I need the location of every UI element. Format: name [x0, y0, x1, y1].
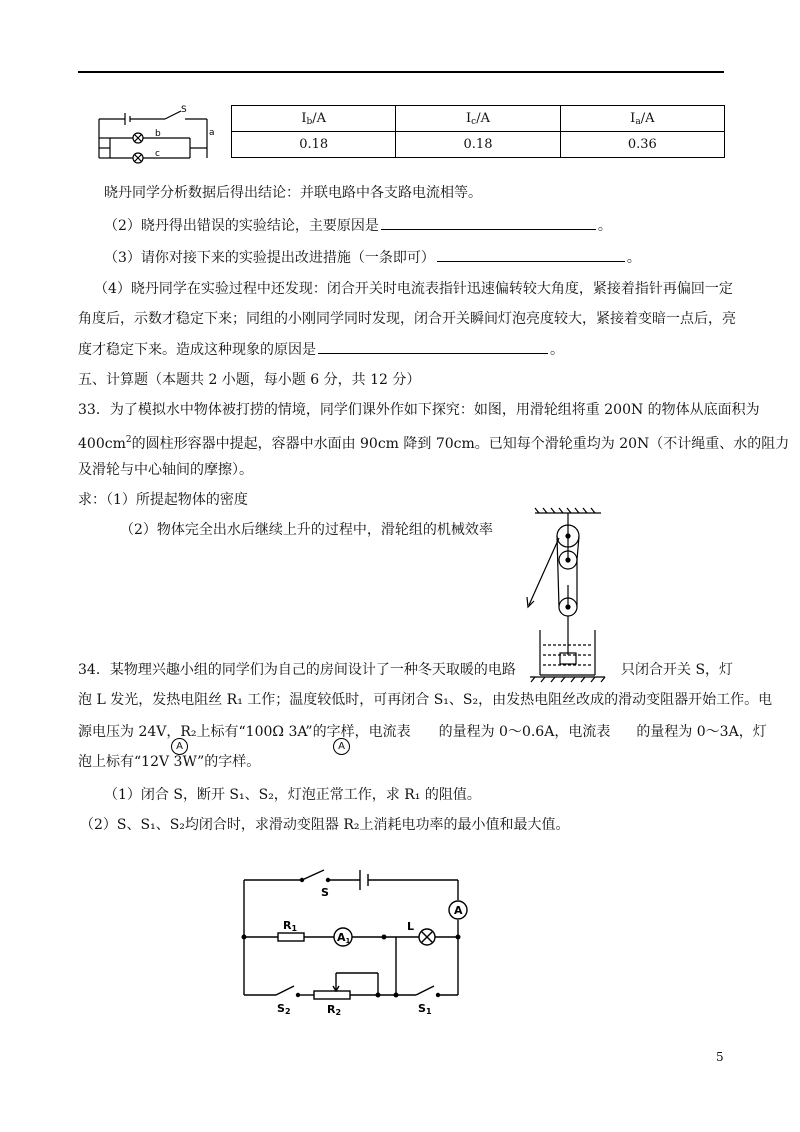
q32-part4-line1: （4）晓丹同学在实验过程中还发现：闭合开关时电流表指针迅速偏转较大角度，紧接着指针再偏回一定	[94, 281, 733, 297]
table-cell: 0.36	[560, 132, 724, 158]
answer-blank[interactable]	[437, 247, 625, 262]
lamp-l-label: L	[407, 920, 415, 933]
table-header-cell: $I_b/A$	[232, 106, 396, 132]
table-header-cell: $I_a/A$	[560, 106, 724, 132]
current-data-table	[231, 105, 725, 158]
switch-s1-label: S1	[418, 1002, 432, 1016]
ammeter-a-icon: A	[333, 738, 350, 755]
point-b-label: b	[155, 129, 161, 139]
q34-line1-b: 只闭合开关 S，灯	[621, 662, 734, 678]
q34-ask1: （1）闭合 S，断开 S₁、S₂，灯泡正常工作，求 R₁ 的阻值。	[104, 787, 481, 803]
table-cell: 0.18	[396, 132, 560, 158]
header-rule	[78, 71, 724, 73]
q33-line3: 及滑轮与中心轴间的摩擦）。	[78, 462, 253, 478]
section-heading: 五、计算题（本题共 2 小题，每小题 6 分，共 12 分）	[78, 372, 421, 388]
q33-ask2: （2）物体完全出水后继续上升的过程中，滑轮组的机械效率	[120, 522, 493, 538]
q34-line3: 源电压为 24V，R₂上标有“100Ω 3A”的字样，电流表 的量程为 0～0.6A，电流表 的量程为 0～3A，灯	[78, 724, 767, 740]
ammeter-a1-icon: A	[171, 738, 188, 755]
q32-part2: （2）晓丹得出错误的实验结论，主要原因是 。	[104, 215, 612, 236]
answer-blank[interactable]	[381, 215, 596, 230]
table-row	[232, 132, 725, 158]
parallel-circuit-diagram	[95, 103, 220, 168]
table-cell: 0.18	[232, 132, 396, 158]
q32-conclusion: 晓丹同学分析数据后得出结论：并联电路中各支路电流相等。	[104, 185, 482, 201]
q32-part4-line3: 度才稳定下来。造成这种现象的原因是 。	[78, 339, 564, 360]
table-header-row	[232, 106, 725, 132]
q33-line2: $400cm^2$的圆柱形容器中提起，容器中水面由 90cm 降到 70cm。已知每个滑轮重均为 20N（不计绳重、水的阻力	[78, 435, 790, 452]
q33-line1: 33．为了模拟水中物体被打捞的情境，同学们课外作如下探究：如图，用滑轮组将重 200N 的物体从底面积为	[78, 402, 760, 418]
q34-line1-a: 34．某物理兴趣小组的同学们为自己的房间设计了一种冬天取暖的电路	[78, 662, 516, 678]
r2-label: R2	[327, 1003, 342, 1017]
ammeter-a-label: A	[454, 904, 463, 917]
q34-line4: 泡上标有“12V 3W”的字样。	[78, 754, 261, 770]
pulley-system-diagram	[515, 505, 620, 685]
heating-circuit-diagram	[236, 860, 476, 1020]
q34-ask2: （2）S、S₁、S₂均闭合时，求滑动变阻器 R₂上消耗电功率的最小值和最大值。	[80, 817, 570, 833]
point-c-label: c	[155, 149, 160, 159]
switch-label: S	[181, 105, 187, 115]
q34-line2: 泡 L 发光，发热电阻丝 R₁ 工作；温度较低时，可再闭合 S₁、S₂，由发热电阻丝改成的滑动变阻器开始工作。电	[78, 692, 773, 708]
r1-label: R1	[283, 919, 298, 933]
switch-s2-label: S2	[277, 1002, 291, 1016]
q32-part3: （3）请你对接下来的实验提出改进措施（一条即可） 。	[104, 247, 641, 268]
q33-ask1: 求：（1）所提起物体的密度	[78, 492, 248, 508]
point-a-label: a	[209, 128, 215, 138]
ammeter-a1-label: A1	[337, 931, 351, 945]
switch-s-label: S	[321, 886, 329, 899]
table-header-cell: $I_c/A$	[396, 106, 560, 132]
q32-part4-line2: 角度后，示数才稳定下来；同组的小刚同学同时发现，闭合开关瞬间灯泡亮度较大，紧接着变暗一点后，亮	[78, 311, 736, 327]
page-number: 5	[716, 1050, 724, 1064]
answer-blank[interactable]	[318, 339, 548, 354]
